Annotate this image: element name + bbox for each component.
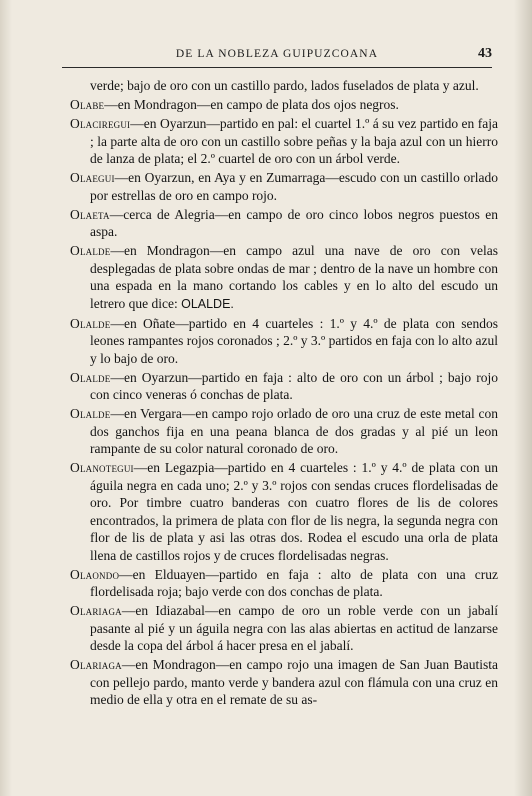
header-rule: [62, 67, 492, 68]
entry-motto: OLALDE.: [181, 296, 234, 311]
page-shadow-right: [514, 0, 532, 796]
heraldry-entry: [70, 602, 498, 655]
entry-text: —en Vergara—en campo rojo orlado de oro una cruz de este metal con dos ganchos fija en una peana blanca de dos gradas y al pié un leon rampante de su color natural coronado de oro.: [90, 406, 498, 456]
heraldry-entry: [70, 315, 498, 368]
entry-surname: Olalde: [70, 315, 111, 331]
entry-text: —en Legazpia—partido en 4 cuarteles : 1.º y 4.º de plata con un águila negra en cada uno; 2.º y 3.º rojos con sendas cruces flordelisadas de oro. Por timbre cuatro banderas con cuatro flores de lis de colores encontrados, la primera de plata con flor de lis negra, la segunda negra con flor de lis de plata y asi las otras dos. Rodea el escudo una orla de plata llena de castillos rojos y de cruces flordelisadas negras.: [90, 460, 498, 563]
entry-surname: Olalde: [70, 406, 111, 421]
entry-surname: Olariaga: [70, 603, 122, 618]
heraldry-entry: [70, 656, 498, 709]
page-number: 43: [478, 46, 492, 61]
entry-surname: Olaeta: [70, 206, 110, 222]
entry-text: verde; bajo de oro con un castillo pardo, lados fuselados de plata y azul.: [90, 78, 479, 93]
heraldry-entry: [70, 566, 498, 601]
running-title: DE LA NOBLEZA GUIPUZCOANA: [175, 48, 379, 60]
heraldry-entry: [70, 405, 498, 458]
entry-surname: Olabe: [70, 97, 105, 112]
entry-text: —en Oñate—partido en 4 cuarteles : 1.º y 4.º de plata con sendos leones rampantes rojos coronados ; 2.º y 3.º partidos en faja con lo alto azul y lo bajo de oro.: [90, 315, 499, 366]
heraldry-entry: [70, 169, 498, 204]
entry-surname: Olalde: [70, 369, 111, 385]
entry-text: —en Idiazabal—en campo de oro un roble verde con un jabalí pasante al pié y un águila negra con las alas abiertas en actitud de lanzarse desde la copa del árbol á hacer presa en el jabalí.: [90, 603, 498, 653]
heraldry-entry: [70, 206, 498, 241]
page-body: [70, 77, 498, 710]
entry-text: —cerca de Alegria—en campo de oro cinco lobos negros puestos en aspa.: [90, 206, 498, 239]
entry-surname: Olanotegui: [70, 460, 134, 475]
entry-surname: Olaegui: [70, 170, 115, 185]
entry-text: —en Mondragon—en campo azul una nave de oro con velas desplegadas de plata sobre ondas de mar ; dentro de la nave un hombre con una espada en la mano cortando los cables y en lo alto del escudo un letrero que dice:: [90, 243, 498, 311]
page-shadow-left: [0, 0, 12, 796]
entry-surname: Olariaga: [70, 657, 122, 672]
entry-surname: Olaciregui: [70, 116, 131, 131]
entry-text: —en Elduayen—partido en faja : alto de plata con una cruz flordelisada roja; bajo verde con dos conchas de plata.: [90, 566, 498, 599]
entry-surname: Olalde: [70, 243, 111, 258]
heraldry-entry: [70, 96, 498, 114]
entry-text: —en Oyarzun—partido en faja : alto de oro con un árbol ; bajo rojo con cinco veneras ó conchas de plata.: [90, 369, 498, 402]
entry-text: —en Oyarzun—partido en pal: el cuartel 1.º á su vez partido en faja ; la parte alta de oro con un castillo sobre peñas y la baja azul con un hierro de lanza de plata; el 2.º cuartel de oro con un árbol verde.: [90, 116, 498, 166]
heraldry-entry: [70, 77, 498, 95]
entry-text: —en Mondragon—en campo rojo una imagen de San Juan Bautista con pellejo pardo, manto verde y bandera azul con flámula con una cruz en medio de ella y otra en el remate de su as-: [90, 657, 498, 707]
heraldry-entry: [70, 459, 498, 564]
heraldry-entry: [70, 369, 498, 404]
heraldry-entry: [70, 115, 498, 168]
running-header: [62, 46, 492, 66]
entry-surname: Olaondo: [70, 566, 120, 582]
heraldry-entry: [70, 242, 498, 313]
entry-text: —en Oyarzun, en Aya y en Zumarraga—escudo con un castillo orlado por estrellas de oro en campo rojo.: [90, 170, 498, 203]
entry-text: —en Mondragon—en campo de plata dos ojos negros.: [104, 97, 399, 112]
